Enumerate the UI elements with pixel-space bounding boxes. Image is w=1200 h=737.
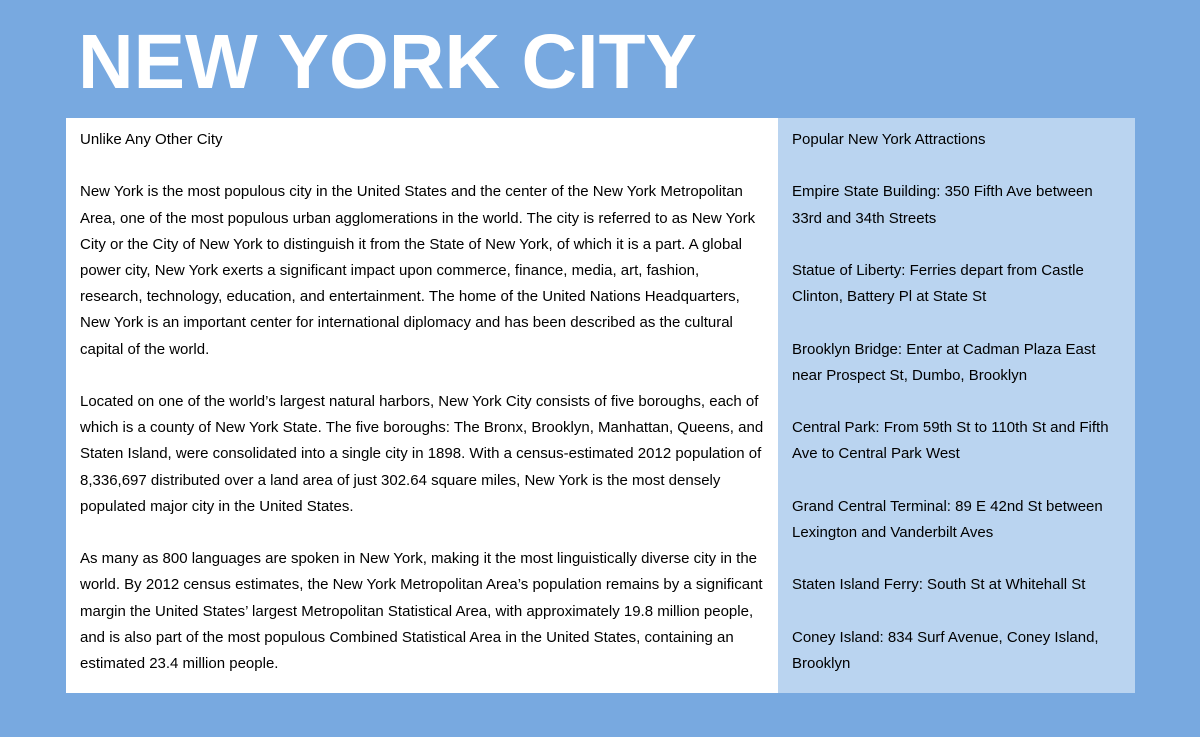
- page-title: NEW YORK CITY: [78, 19, 697, 105]
- sidebar-heading: Popular New York Attractions: [792, 131, 986, 148]
- content-area: [66, 118, 1135, 693]
- article-paragraph: As many as 800 languages are spoken in New York, making it the most linguistically diverse city in the world. By 2012 census estimates, the New York Metropolitan Area’s population remains by a significant margin the United States’ largest Metropolitan Statistical Area, with approximately 19.8 million people, and is also part of the most populous Combined Statistical Area in the United States, containing an estimated 23.4 million people.: [80, 550, 763, 673]
- attraction-item: Central Park: From 59th St to 110th St and Fifth Ave to Central Park West: [792, 419, 1109, 463]
- attraction-item: Coney Island: 834 Surf Avenue, Coney Island, Brooklyn: [792, 628, 1099, 672]
- attractions-sidebar: [778, 118, 1135, 693]
- attraction-item: Staten Island Ferry: South St at Whitehall St: [792, 576, 1086, 594]
- article-paragraph: Located on one of the world’s largest natural harbors, New York City consists of five boroughs, each of which is a county of New York State. The five boroughs: The Bronx, Brooklyn, Manhattan, Queens, and Staten Island, were consolidated into a single city in 1898. With a census-estimated 2012 population of 8,336,697 distributed over a land area of just 302.64 square miles, New York is the most densely populated major city in the United States.: [80, 393, 764, 515]
- attraction-item: Statue of Liberty: Ferries depart from Castle Clinton, Battery Pl at State St: [792, 261, 1084, 306]
- main-article: [66, 118, 778, 693]
- attraction-item: Grand Central Terminal: 89 E 42nd St between Lexington and Vanderbilt Aves: [792, 497, 1103, 541]
- article-paragraph: New York is the most populous city in the United States and the center of the New York Metropolitan Area, one of the most populous urban agglomerations in the world. The city is referred to as New York City or the City of New York to distinguish it from the State of New York, of which it is a part. A global power city, New York exerts a significant impact upon commerce, finance, media, art, fashion, research, technology, education, and entertainment. The home of the United Nations Headquarters, New York is an important center for international diplomacy and has been described as the cultural capital of the world.: [80, 183, 756, 358]
- attraction-item: Empire State Building: 350 Fifth Ave between 33rd and 34th Streets: [792, 183, 1093, 227]
- article-heading: Unlike Any Other City: [80, 131, 223, 148]
- attraction-item: Brooklyn Bridge: Enter at Cadman Plaza East near Prospect St, Dumbo, Brooklyn: [792, 340, 1096, 384]
